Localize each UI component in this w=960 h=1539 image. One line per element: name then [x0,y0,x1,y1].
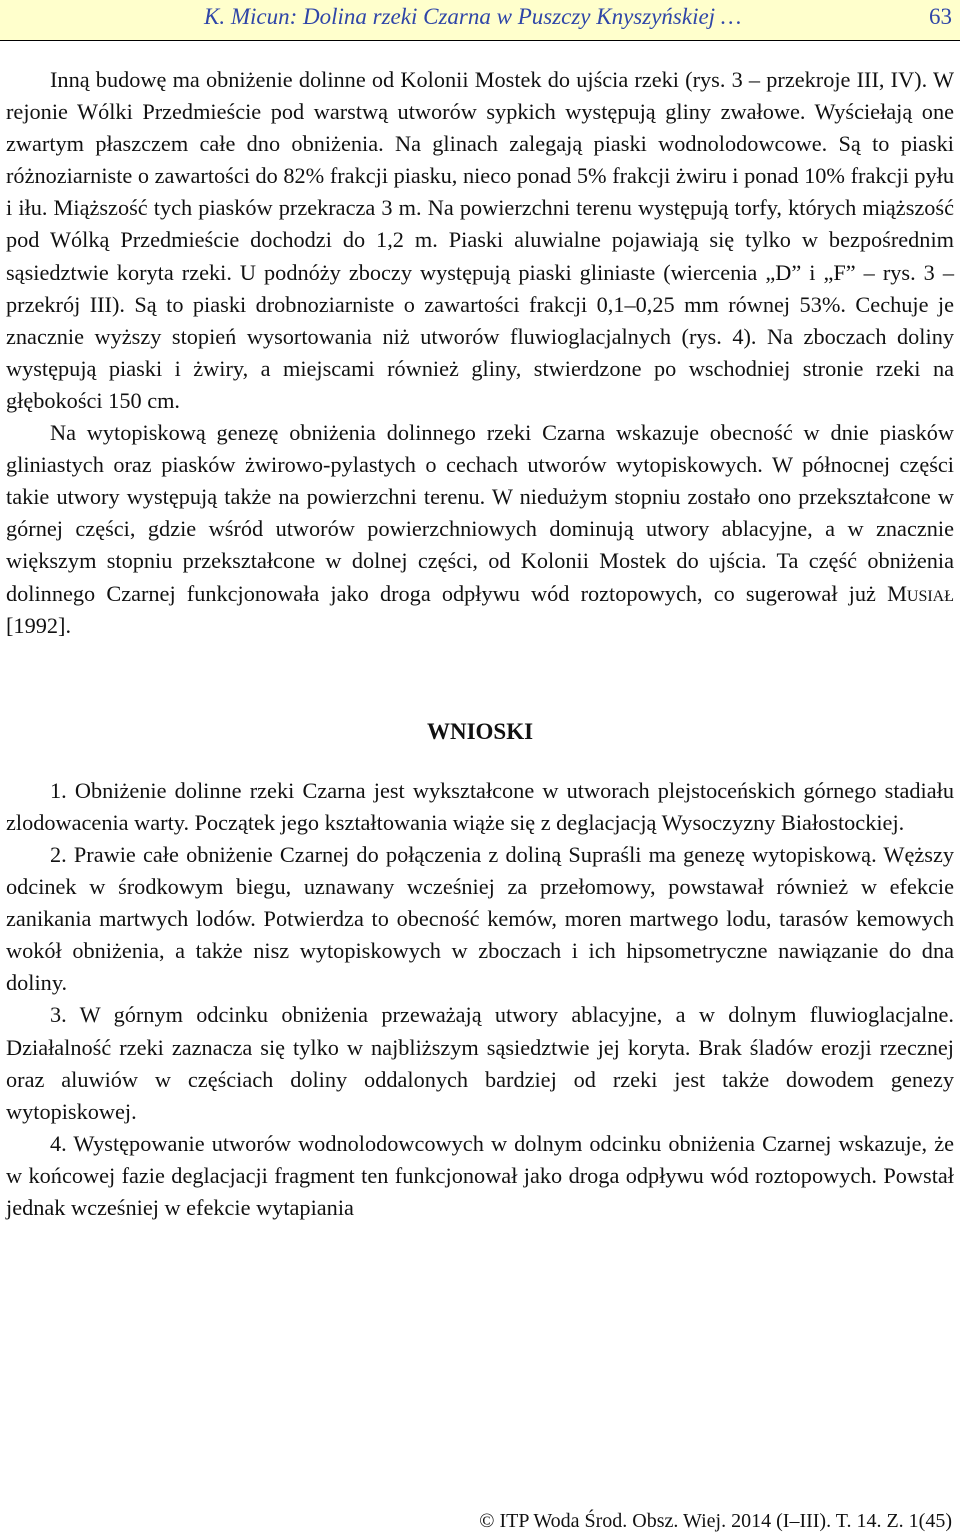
citation-year: [1992]. [6,612,72,638]
paragraph-2 [6,417,954,642]
copyright-footer: © ITP Woda Środ. Obsz. Wiej. 2014 (I–III). T. 14. Z. 1(45) [479,1510,952,1532]
section-heading-conclusions: WNIOSKI [426,718,534,744]
running-head [0,0,960,41]
conclusion-2: 2. Prawie całe obniżenie Czarnej do połączenia z doliną Supraśli ma genezę wytopiskową. Węższy odcinek w środkowym biegu, uznawany wcześniej za przełomowy, powstawał również w efekcie zanikania martwych lodów. Potwierdza to obecność kemów, moren martwego lodu, tarasów kemowych wokół obniżenia, a także nisz wytopiskowych w zboczach i ich hipsometryczne nawiązanie do dna doliny. [6,841,954,996]
running-head-title: K. Micun: Dolina rzeki Czarna w Puszczy Knyszyńskiej … [204,4,742,29]
paragraph-2-text: Na wytopiskową genezę obniżenia dolinnego rzeki Czarna wskazuje obecność w dnie piasków gliniastych oraz piasków żwirowo-pylastych o cechach utworów wytopiskowych. W północnej części takie utwory występują także na powierzchni terenu. W niedużym stopniu zostało ono przekształcone w górnej części, gdzie wśród utworów powierzchniowych dominują utwory ablacyjne, a w znacznie większym stopniu przekształcone w dolnej części, od Kolonii Mostek do ujścia. Ta część obniżenia dolinnego Czarnej funkcjonowała jako droga odpływu wód roztopowych, co sugerował już [6,420,954,606]
article-body [6,64,954,1224]
cited-author: Musiał [887,580,954,606]
conclusion-1: 1. Obniżenie dolinne rzeki Czarna jest wykształcone w utworach plejstoceńskich górnego stadiału zlodowacenia warty. Początek jego kształtowania wiąże się z deglacjacją Wysoczyzny Białostockiej. [6,777,954,835]
paragraph-1: Inną budowę ma obniżenie dolinne od Kolonii Mostek do ujścia rzeki (rys. 3 – przekroje III, IV). W rejonie Wólki Przedmieście pod warstwą utworów sypkich występują gliny zwałowe. Wyściełają one zwartym płaszczem całe dno obniżenia. Na glinach zalegają piaski wodnolodowcowe. Są to piaski różnoziarniste o zawartości do 82% frakcji piasku, nieco ponad 5% frakcji żwiru i ponad 10% frakcji pyłu i iłu. Miąższość tych piasków przekracza 3 m. Na powierzchni terenu występują torfy, których miąższość pod Wólką Przedmieście dochodzi do 1,2 m. Piaski aluwialne pojawiają się tylko w bezpośrednim sąsiedztwie koryta rzeki. U podnóży zboczy występują piaski gliniaste (wiercenia „D” i „F” – rys. 3 – przekrój III). Są to piaski drobnoziarniste o zawartości frakcji 0,1–0,25 mm równej 53%. Cechuje je znacznie wyższy stopień wysortowania niż utworów fluwioglacjalnych (rys. 4). Na zboczach doliny występują piaski i żwiry, a miejscami również gliny, stwierdzone po wschodniej stronie rzeki na głębokości 150 cm. [6,67,954,413]
page-number: 63 [929,4,952,29]
conclusion-4: 4. Występowanie utworów wodnolodowcowych w dolnym odcinku obniżenia Czarnej wskazuje, że w końcowej fazie deglacjacji fragment ten funkcjonował jako droga odpływu wód roztopowych. Powstał jednak wcześniej w efekcie wytapiania [6,1130,954,1220]
conclusion-3: 3. W górnym odcinku obniżenia przeważają utwory ablacyjne, a w dolnym fluwioglacjalne. Działalność rzeki zaznacza się tylko w najbliższym sąsiedztwie jej koryta. Brak śladów erozji rzecznej oraz aluwiów w częściach doliny oddalonych bardziej od rzeki jest także dowodem genezy wytopiskowej. [6,1002,954,1124]
